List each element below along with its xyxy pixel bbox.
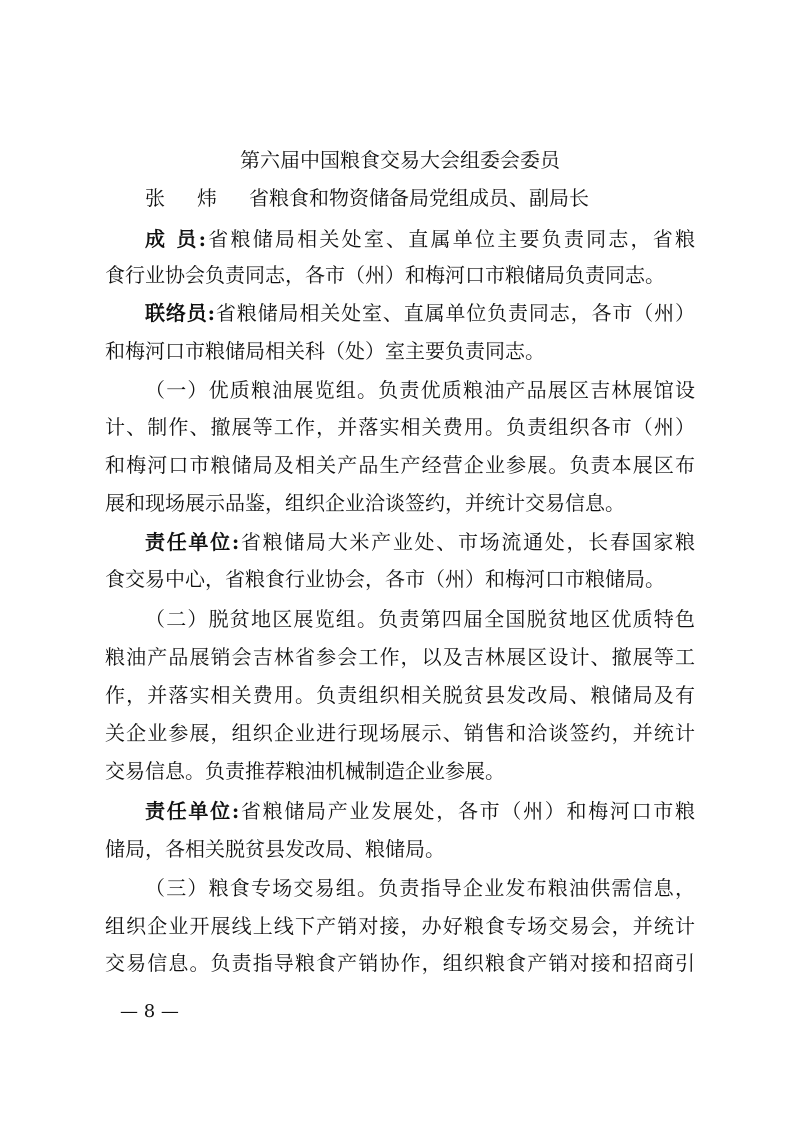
group2-resp-text-1: 省粮储局产业发展处，各市（州）和梅河口市粮	[239, 799, 695, 823]
members-line-1	[105, 222, 695, 256]
members-line-2: 食行业协会负责同志，各市（州）和梅河口市粮储局负责同志。	[105, 263, 665, 287]
liaison-label: 联络员:	[145, 301, 215, 325]
group2-line-2: 粮油产品展销会吉林省参会工作，以及吉林展区设计、撤展等工	[105, 645, 695, 669]
group1-resp-text-1: 省粮储局大米产业处、市场流通处，长春国家粮	[239, 530, 695, 554]
group1-line-3: 和梅河口市粮储局及相关产品生产经营企业参展。负责本展区布	[105, 453, 695, 477]
group2-line-5: 交易信息。负责推荐粮油机械制造企业参展。	[105, 759, 505, 783]
group2-resp-label: 责任单位:	[145, 799, 240, 823]
members-label: 成 员:	[145, 227, 207, 251]
group2-resp-line-1	[105, 794, 695, 828]
members-text-1: 省粮储局相关处室、直属单位主要负责同志，省粮	[206, 227, 695, 251]
group1-line-4: 展和现场展示品鉴，组织企业洽谈签约，并统计交易信息。	[105, 491, 625, 515]
group1-line-2: 计、制作、撤展等工作，并落实相关费用。负责组织各市（州）	[105, 415, 695, 439]
group2-line-1: （二）脱贫地区展览组。负责第四届全国脱贫地区优质特色	[145, 607, 695, 631]
liaison-text-1: 省粮储局相关处室、直属单位负责同志，各市（州）	[215, 301, 695, 325]
group3-line-2: 组织企业开展线上线下产销对接，办好粮食专场交易会，并统计	[105, 914, 695, 938]
liaison-line-1	[105, 296, 695, 330]
group2-resp-line-2: 储局，各相关脱贫县发改局、粮储局。	[105, 837, 445, 861]
group1-resp-line-1	[105, 525, 695, 559]
deputy-name-last: 炜	[197, 186, 217, 210]
page-number: — 8 —	[120, 1001, 179, 1022]
group1-resp-line-2: 食交易中心，省粮食行业协会，各市（州）和梅河口市粮储局。	[105, 567, 665, 591]
group2-line-4: 关企业参展，组织企业进行现场展示、销售和洽谈签约，并统计	[105, 721, 695, 745]
document-title: 第六届中国粮食交易大会组委会委员	[240, 148, 560, 172]
deputy-line	[105, 181, 695, 215]
group2-line-3: 作，并落实相关费用。负责组织相关脱贫县发改局、粮储局及有	[105, 683, 695, 707]
group1-resp-label: 责任单位:	[145, 530, 240, 554]
group3-line-1: （三）粮食专场交易组。负责指导企业发布粮油供需信息，	[145, 876, 695, 900]
group3-line-3: 交易信息。负责指导粮食产销协作，组织粮食产销对接和招商引	[105, 951, 695, 975]
group1-line-1: （一）优质粮油展览组。负责优质粮油产品展区吉林展馆设	[145, 378, 695, 402]
deputy-name-first: 张	[145, 186, 165, 210]
liaison-line-2: 和梅河口市粮储局相关科（处）室主要负责同志。	[105, 339, 545, 363]
deputy-position: 省粮食和物资储备局党组成员、副局长	[249, 186, 589, 210]
